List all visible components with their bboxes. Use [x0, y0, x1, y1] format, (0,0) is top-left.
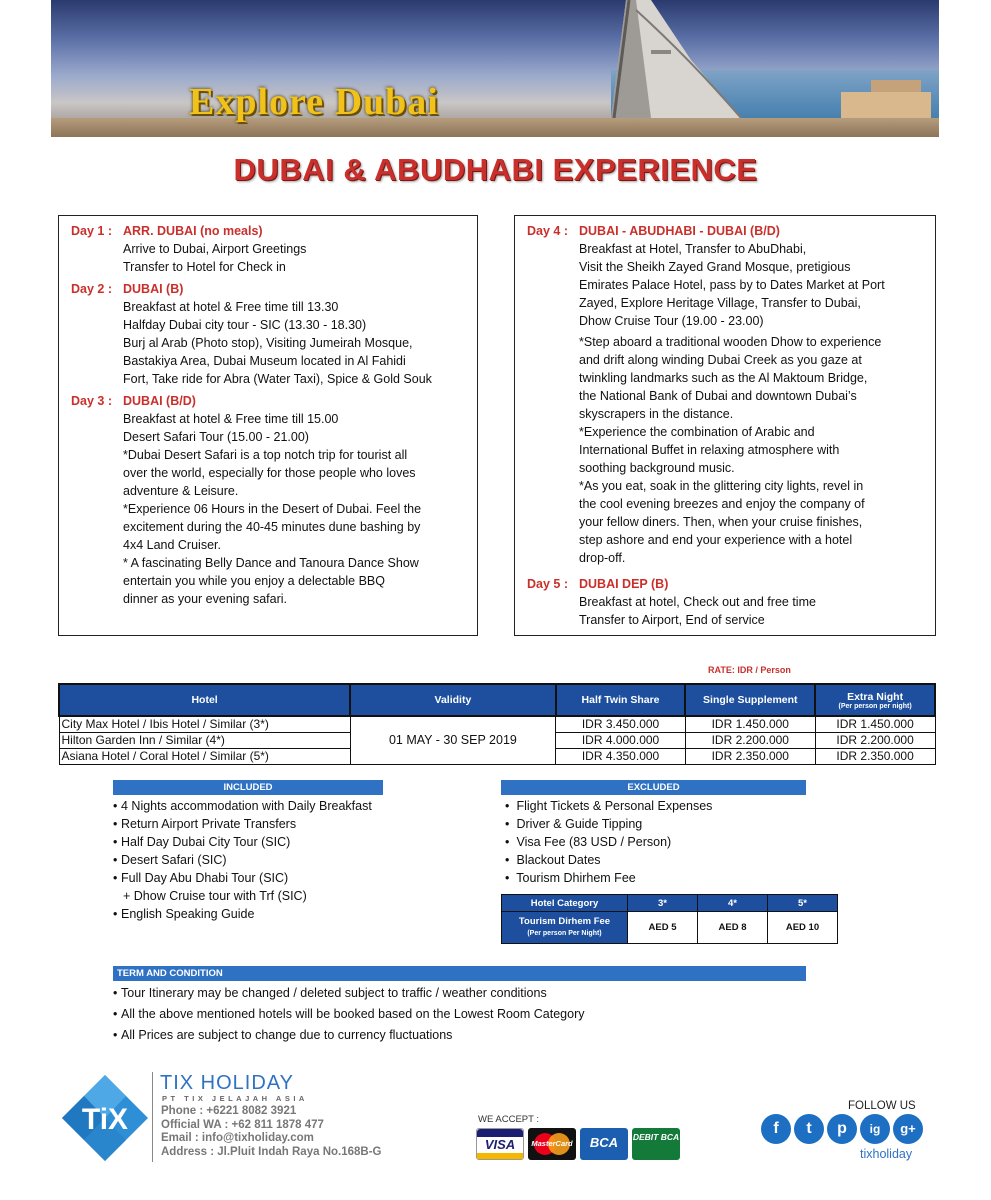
list-item: • All Prices are subject to change due to currency fluctuations	[113, 1028, 453, 1042]
contact-value: +62 811 1878 477	[231, 1118, 324, 1131]
day-heading: DUBAI - ABUDHABI - DUBAI (B/D)	[579, 224, 780, 238]
day-line: Dhow Cruise Tour (19.00 - 23.00)	[579, 314, 764, 328]
day-line: Desert Safari Tour (15.00 - 21.00)	[123, 430, 309, 444]
itinerary-box-right	[514, 215, 936, 636]
day-line: your fellow diners. Then, when your cruise finishes,	[579, 515, 863, 529]
dirhem-fee-table	[501, 894, 838, 944]
list-item	[113, 887, 372, 905]
day-line: twinkling landmarks such as the Al Maktoum Bridge,	[579, 371, 868, 385]
dirhem-value-5: AED 10	[768, 912, 838, 944]
list-item: • Driver & Guide Tipping	[505, 817, 643, 831]
list-item: • Tourism Dhirhem Fee	[505, 871, 636, 885]
we-accept-label: WE ACCEPT :	[478, 1114, 540, 1125]
day-number: Day 1 :	[71, 224, 112, 238]
header-extra-label: Extra Night	[847, 690, 904, 703]
table-row	[59, 716, 935, 733]
day-line: Bastakiya Area, Dubai Museum located in Al Fahidi	[123, 354, 406, 368]
twin-cell: IDR 3.450.000	[556, 716, 686, 733]
table-row	[502, 895, 838, 912]
contact-wa	[161, 1119, 381, 1133]
list-item-text: Driver & Guide Tipping	[516, 817, 643, 831]
header-single: Single Supplement	[685, 684, 815, 716]
list-item-text: 4 Nights accommodation with Daily Breakfast	[121, 799, 372, 813]
day-5	[527, 575, 927, 629]
day-paragraph	[579, 333, 927, 567]
list-item-text: All the above mentioned hotels will be booked based on the Lowest Room Category	[121, 1007, 585, 1021]
brand-subtitle: PT TIX JELAJAH ASIA	[162, 1094, 308, 1103]
rate-label: RATE: IDR / Person	[708, 665, 791, 675]
debit-bca-label: DEBIT BCA	[632, 1132, 680, 1142]
day-line: the National Bank of Dubai and downtown Dubai’s	[579, 389, 857, 403]
bca-card-icon	[580, 1128, 628, 1160]
contact-value: +6221 8082 3921	[206, 1105, 297, 1117]
single-cell: IDR 2.350.000	[685, 749, 815, 765]
terms-header: TERM AND CONDITION	[113, 966, 806, 981]
day-3	[71, 392, 469, 608]
day-number: Day 5 :	[527, 577, 568, 591]
table-row	[502, 912, 838, 944]
day-heading: DUBAI DEP (B)	[579, 577, 669, 591]
visa-card-icon	[476, 1128, 524, 1160]
itinerary-box-left	[58, 215, 478, 636]
google-plus-icon[interactable]: g+	[893, 1114, 923, 1144]
burj-al-arab-illustration	[51, 0, 939, 137]
single-cell: IDR 2.200.000	[685, 733, 815, 749]
list-item-text: All Prices are subject to change due to currency fluctuations	[121, 1028, 453, 1042]
instagram-icon[interactable]: ig	[860, 1114, 890, 1144]
day-line: Breakfast at hotel, Check out and free time	[579, 595, 816, 609]
day-line: Halfday Dubai city tour - SIC (13.30 - 18.30)	[123, 318, 367, 332]
tix-logo	[60, 1073, 150, 1163]
contact-label: Official WA :	[161, 1118, 229, 1131]
day-line: step ashore and end your experience with a hotel	[579, 533, 853, 547]
facebook-icon[interactable]: f	[761, 1114, 791, 1144]
footer-divider	[152, 1072, 153, 1162]
list-item-text: Desert Safari (SIC)	[121, 853, 227, 867]
day-line: entertain you while you enjoy a delectable BBQ	[123, 574, 385, 588]
contact-block	[161, 1105, 381, 1159]
excluded-header: EXCLUDED	[501, 780, 806, 795]
twin-cell: IDR 4.350.000	[556, 749, 686, 765]
bca-label: BCA	[589, 1135, 619, 1150]
day-line: *Dubai Desert Safari is a top notch trip for tourist all	[123, 448, 408, 462]
excluded-list	[505, 797, 712, 887]
single-cell: IDR 1.450.000	[685, 716, 815, 733]
included-list	[113, 797, 372, 923]
header-extra-sub: (Per person per night)	[838, 702, 912, 710]
day-number: Day 2 :	[71, 282, 112, 296]
list-item-text: Half Day Dubai City Tour (SIC)	[121, 835, 291, 849]
day-heading: ARR. DUBAI (no meals)	[123, 224, 263, 238]
day-number: Day 4 :	[527, 224, 568, 238]
terms-list	[113, 983, 584, 1046]
contact-value[interactable]: info@tixholiday.com	[201, 1132, 314, 1144]
dirhem-cat-3: 3*	[628, 895, 698, 912]
day-line: soothing background music.	[579, 461, 735, 475]
banner-sand	[51, 118, 939, 137]
extra-cell: IDR 1.450.000	[815, 716, 935, 733]
header-hotel: Hotel	[59, 684, 350, 716]
hotel-cell: City Max Hotel / Ibis Hotel / Similar (3*)	[59, 716, 350, 733]
day-2	[71, 280, 469, 388]
day-line: Visit the Sheikh Zayed Grand Mosque, pretigious	[579, 260, 851, 274]
twitter-icon[interactable]: t	[794, 1114, 824, 1144]
dirhem-cat-4: 4*	[698, 895, 768, 912]
day-line: *As you eat, soak in the glittering city lights, revel in	[579, 479, 864, 493]
day-line: *Experience the combination of Arabic and	[579, 425, 815, 439]
list-item: • Visa Fee (83 USD / Person)	[505, 835, 672, 849]
dirhem-value-3: AED 5	[628, 912, 698, 944]
day-line: 4x4 Land Cruiser.	[123, 538, 221, 552]
included-header: INCLUDED	[113, 780, 383, 795]
rate-table	[58, 683, 936, 765]
list-item: • Half Day Dubai City Tour (SIC)	[113, 835, 291, 849]
banner-title: Explore Dubai	[189, 81, 439, 123]
day-line: Transfer to Hotel for Check in	[123, 260, 286, 274]
contact-label: Phone :	[161, 1105, 204, 1117]
list-item-text: Visa Fee (83 USD / Person)	[516, 835, 672, 849]
contact-address	[161, 1146, 381, 1160]
contact-label: Email :	[161, 1132, 199, 1144]
header-validity: Validity	[350, 684, 555, 716]
list-item-text: Return Airport Private Transfers	[121, 817, 297, 831]
day-line: dinner as your evening safari.	[123, 592, 287, 606]
dirhem-row-label-text: Tourism Dirhem Fee	[518, 915, 611, 927]
list-item: • Blackout Dates	[505, 853, 601, 867]
pinterest-icon[interactable]: p	[827, 1114, 857, 1144]
day-line: *Step aboard a traditional wooden Dhow to experience	[579, 335, 882, 349]
list-item-text: Blackout Dates	[516, 853, 601, 867]
dirhem-row-sub: (Per person Per Night)	[527, 929, 602, 937]
list-item-text: + Dhow Cruise tour with Trf (SIC)	[123, 889, 307, 903]
day-line: * A fascinating Belly Dance and Tanoura Dance Show	[123, 556, 419, 570]
day-line: Burj al Arab (Photo stop), Visiting Jumeirah Mosque,	[123, 336, 413, 350]
rate-table-header	[59, 684, 935, 716]
day-line: excitement during the 40-45 minutes dune bashing by	[123, 520, 421, 534]
validity-cell: 01 MAY - 30 SEP 2019	[350, 716, 555, 765]
list-item: • English Speaking Guide	[113, 907, 255, 921]
mastercard-label: MasterCard	[531, 1139, 573, 1148]
banner	[51, 0, 939, 137]
day-line: Arrive to Dubai, Airport Greetings	[123, 242, 307, 256]
header-twin: Half Twin Share	[556, 684, 686, 716]
contact-email	[161, 1132, 381, 1146]
hotel-cell: Hilton Garden Inn / Similar (4*)	[59, 733, 350, 749]
dirhem-cat-5: 5*	[768, 895, 838, 912]
list-item: • Desert Safari (SIC)	[113, 853, 227, 867]
day-line: over the world, especially for those people who loves	[123, 466, 416, 480]
list-item-text: Tourism Dhirhem Fee	[516, 871, 636, 885]
day-line: Transfer to Airport, End of service	[579, 613, 765, 627]
list-item-text: English Speaking Guide	[121, 907, 255, 921]
day-number: Day 3 :	[71, 394, 112, 408]
list-item: • 4 Nights accommodation with Daily Breakfast	[113, 799, 372, 813]
brand-name: TIX HOLIDAY	[160, 1072, 294, 1094]
day-line: and drift along winding Dubai Creek as you gaze at	[579, 353, 862, 367]
day-line: Breakfast at Hotel, Transfer to AbuDhabi,	[579, 242, 807, 256]
hotel-cell: Asiana Hotel / Coral Hotel / Similar (5*)	[59, 749, 350, 765]
day-line: Breakfast at hotel & Free time till 13.30	[123, 300, 339, 314]
day-line: Emirates Palace Hotel, pass by to Dates Market at Port	[579, 278, 885, 292]
day-line: International Buffet in relaxing atmosphere with	[579, 443, 840, 457]
day-line: Breakfast at hotel & Free time till 15.00	[123, 412, 339, 426]
day-line: skyscrapers in the distance.	[579, 407, 734, 421]
header-extra	[815, 684, 935, 716]
mastercard-icon	[528, 1128, 576, 1160]
follow-us-label: FOLLOW US	[848, 1100, 916, 1112]
contact-phone	[161, 1105, 381, 1119]
list-item: • Full Day Abu Dhabi Tour (SIC)	[113, 871, 289, 885]
dirhem-header-label: Hotel Category	[502, 895, 628, 912]
list-item: • Return Airport Private Transfers	[113, 817, 297, 831]
dirhem-row-label	[502, 912, 628, 944]
list-item-text: Tour Itinerary may be changed / deleted subject to traffic / weather conditions	[121, 986, 547, 1000]
day-line: *Experience 06 Hours in the Desert of Dubai. Feel the	[123, 502, 422, 516]
list-item-text: Full Day Abu Dhabi Tour (SIC)	[121, 871, 289, 885]
day-line: Zayed, Explore Heritage Village, Transfer to Dubai,	[579, 296, 861, 310]
logo-lettering: TiX	[81, 1103, 129, 1136]
contact-value: Jl.Pluit Indah Raya No.168B-G	[217, 1145, 382, 1158]
list-item-text: Flight Tickets & Personal Expenses	[516, 799, 713, 813]
social-handle: tixholiday	[860, 1147, 913, 1161]
extra-cell: IDR 2.350.000	[815, 749, 935, 765]
day-line: the cool evening breezes and enjoy the company of	[579, 497, 865, 511]
twin-cell: IDR 4.000.000	[556, 733, 686, 749]
extra-cell: IDR 2.200.000	[815, 733, 935, 749]
list-item: • Tour Itinerary may be changed / deleted subject to traffic / weather conditions	[113, 986, 547, 1000]
day-heading: DUBAI (B)	[123, 282, 184, 296]
visa-label: VISA	[484, 1137, 516, 1152]
day-line: adventure & Leisure.	[123, 484, 239, 498]
day-4	[527, 222, 927, 567]
day-line: drop-off.	[579, 551, 626, 565]
debit-bca-card-icon	[632, 1128, 680, 1160]
list-item: • All the above mentioned hotels will be booked based on the Lowest Room Category	[113, 1007, 585, 1021]
contact-label: Address :	[161, 1145, 215, 1158]
list-item: • Flight Tickets & Personal Expenses	[505, 799, 713, 813]
day-1	[71, 222, 469, 276]
day-heading: DUBAI (B/D)	[123, 394, 196, 408]
day-line: Fort, Take ride for Abra (Water Taxi), Spice & Gold Souk	[123, 372, 432, 386]
dirhem-value-4: AED 8	[698, 912, 768, 944]
page-title: DUBAI & ABUDHABI EXPERIENCE	[233, 152, 758, 187]
